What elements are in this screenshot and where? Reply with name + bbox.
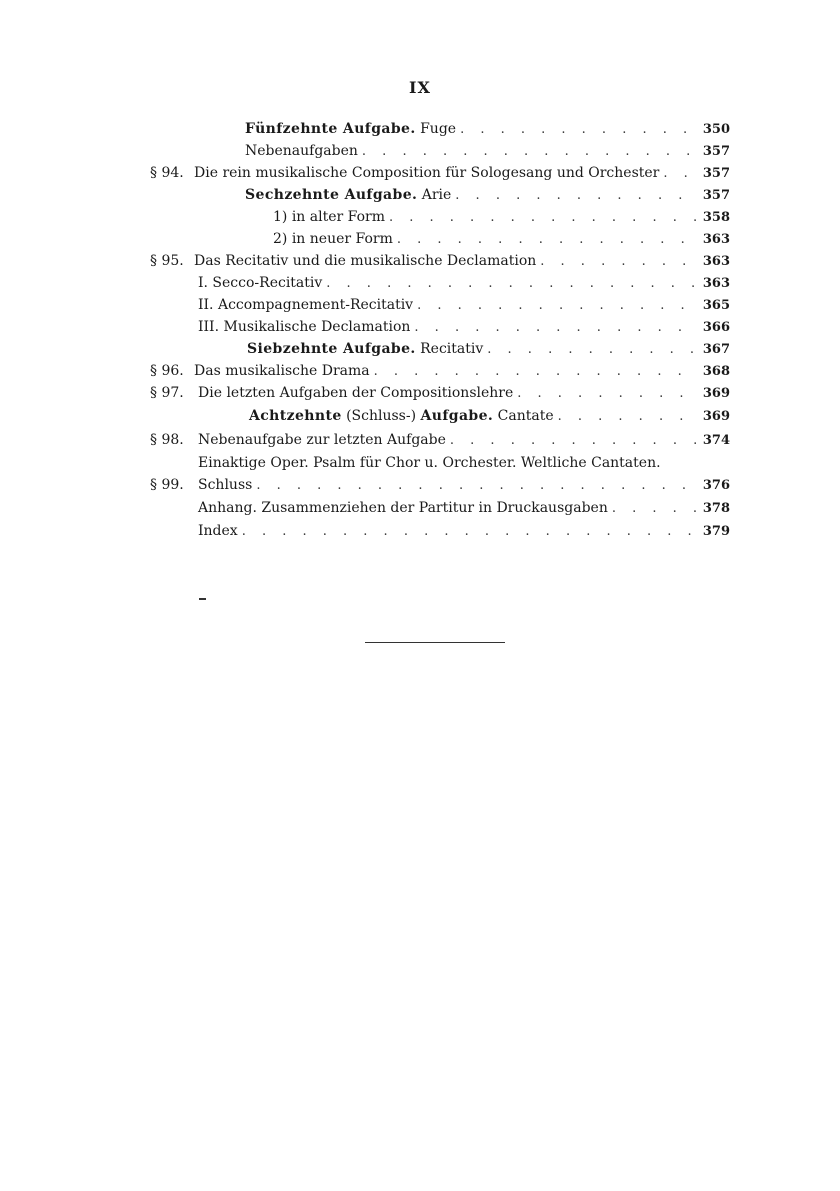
page-number: IX xyxy=(409,78,431,97)
entry-title-text: (Schluss-) xyxy=(341,408,421,424)
entry-title-text: I. Secco-Recitativ xyxy=(198,275,323,291)
entry-title xyxy=(198,428,450,452)
entry-title-text: Recitativ xyxy=(415,341,484,357)
page-ref: 376 xyxy=(702,478,730,493)
entry-title-text: Das Recitativ und die musikalische Declamation xyxy=(194,253,537,269)
toc-entry xyxy=(245,184,730,207)
toc-row xyxy=(150,338,730,360)
page-ref: 366 xyxy=(702,320,730,335)
toc-entry xyxy=(194,162,730,185)
page-ref: 369 xyxy=(702,409,730,424)
closing-rule xyxy=(365,642,505,643)
dot-leader xyxy=(487,339,699,361)
toc-row xyxy=(150,360,730,382)
entry-title-text: Nebenaufgabe zur letzten Aufgabe xyxy=(198,432,446,448)
page-ref: 374 xyxy=(702,433,730,448)
section-number: § 96. xyxy=(150,363,184,379)
toc-entry xyxy=(198,428,730,453)
dot-leader xyxy=(256,475,699,497)
page-ref: 363 xyxy=(702,276,730,291)
entry-title-text: Schluss xyxy=(198,477,253,493)
toc-entry xyxy=(194,250,730,273)
toc-row xyxy=(150,520,730,542)
page-ref: 378 xyxy=(702,501,730,516)
section-number: § 94. xyxy=(150,165,184,181)
toc-row xyxy=(150,474,730,496)
toc-row xyxy=(150,184,730,206)
entry-title xyxy=(245,140,362,162)
dot-leader xyxy=(517,383,699,405)
toc-entry xyxy=(245,118,730,141)
page-ref: 350 xyxy=(702,122,730,137)
dot-leader xyxy=(389,207,699,229)
entry-title xyxy=(273,228,397,250)
entry-title-text: Fuge xyxy=(415,121,457,137)
page-ref: 369 xyxy=(702,386,730,401)
task-label: Fünfzehnte Aufgabe. xyxy=(245,121,416,137)
entry-title xyxy=(194,250,540,272)
dot-leader xyxy=(663,163,698,185)
section-number: § 97. xyxy=(150,385,184,401)
section-number: § 95. xyxy=(150,253,184,269)
entry-title xyxy=(198,496,612,520)
task-label: Achtzehnte xyxy=(249,408,342,424)
entry-title-text: Nebenaufgaben xyxy=(245,143,358,159)
page-ref: 363 xyxy=(702,254,730,269)
entry-title xyxy=(198,382,517,404)
table-of-contents xyxy=(150,118,730,542)
dot-leader xyxy=(417,295,699,317)
toc-entry xyxy=(273,206,730,229)
toc-entry xyxy=(245,140,730,163)
toc-entry xyxy=(249,404,730,429)
entry-title xyxy=(198,520,242,542)
dot-leader xyxy=(414,317,698,339)
dot-leader xyxy=(460,119,699,141)
dot-leader xyxy=(242,521,699,543)
entry-title-text: III. Musikalische Declamation xyxy=(198,319,411,335)
entry-title xyxy=(273,206,389,228)
toc-row xyxy=(150,452,730,474)
page-ref: 357 xyxy=(702,188,730,203)
entry-title-text: Anhang. Zusammenziehen der Partitur in Druckausgaben xyxy=(198,500,608,516)
entry-title xyxy=(198,272,326,294)
section-number: § 98. xyxy=(150,432,184,448)
dot-leader xyxy=(540,251,699,273)
dot-leader xyxy=(455,185,699,207)
page-ref: 357 xyxy=(702,166,730,181)
entry-title xyxy=(249,404,558,428)
section-number: § 99. xyxy=(150,477,184,493)
entry-title-text: II. Accompagnement-Recitativ xyxy=(198,297,414,313)
entry-title xyxy=(245,118,460,140)
entry-title-text: Die letzten Aufgaben der Compositionslehre xyxy=(198,385,514,401)
toc-entry xyxy=(198,382,730,405)
dot-leader xyxy=(374,361,699,383)
dot-leader xyxy=(362,141,699,163)
toc-row xyxy=(150,250,730,272)
entry-title xyxy=(194,360,374,382)
toc-row xyxy=(150,228,730,250)
page-ref: 379 xyxy=(702,524,730,539)
toc-entry xyxy=(198,474,730,497)
dot-leader xyxy=(558,405,699,429)
entry-title-text: Das musikalische Drama xyxy=(194,363,370,379)
dot-leader xyxy=(450,429,699,453)
toc-row xyxy=(150,404,730,428)
toc-row xyxy=(150,272,730,294)
task-label: Aufgabe. xyxy=(420,408,494,424)
entry-title xyxy=(245,184,455,206)
toc-continuation: Einaktige Oper. Psalm für Chor u. Orchester. Weltliche Cantaten. xyxy=(198,455,661,471)
page-ref: 365 xyxy=(702,298,730,313)
toc-entry xyxy=(194,360,730,383)
toc-entry xyxy=(198,316,730,339)
entry-title xyxy=(198,294,417,316)
toc-entry xyxy=(198,496,730,521)
entry-title-text: Arie xyxy=(417,187,452,203)
toc-row xyxy=(150,206,730,228)
entry-title-text: 2) in neuer Form xyxy=(273,231,393,247)
dot-leader xyxy=(326,273,699,295)
toc-row xyxy=(150,162,730,184)
toc-entry xyxy=(198,272,730,295)
entry-title-text: 1) in alter Form xyxy=(273,209,385,225)
toc-row xyxy=(150,140,730,162)
toc-entry xyxy=(198,520,730,543)
entry-title xyxy=(198,316,414,338)
toc-entry xyxy=(247,338,730,361)
entry-title-text: Die rein musikalische Composition für Sologesang und Orchester xyxy=(194,165,660,181)
toc-row xyxy=(150,118,730,140)
stray-mark xyxy=(199,598,206,600)
entry-title-text: Index xyxy=(198,523,238,539)
page-ref: 368 xyxy=(702,364,730,379)
entry-title xyxy=(198,474,256,496)
entry-title xyxy=(247,338,487,360)
page-ref: 367 xyxy=(702,342,730,357)
page-ref: 357 xyxy=(702,144,730,159)
toc-entry xyxy=(273,228,730,251)
entry-title xyxy=(194,162,663,184)
toc-row xyxy=(150,496,730,520)
toc-row xyxy=(150,428,730,452)
task-label: Sechzehnte Aufgabe. xyxy=(245,187,418,203)
page-ref: 363 xyxy=(702,232,730,247)
dot-leader xyxy=(612,497,699,521)
dot-leader xyxy=(397,229,699,251)
task-label: Siebzehnte Aufgabe. xyxy=(247,341,416,357)
toc-row xyxy=(150,316,730,338)
toc-entry xyxy=(198,294,730,317)
entry-title-text: Cantate xyxy=(493,408,554,424)
toc-row xyxy=(150,294,730,316)
toc-row xyxy=(150,382,730,404)
page-ref: 358 xyxy=(702,210,730,225)
